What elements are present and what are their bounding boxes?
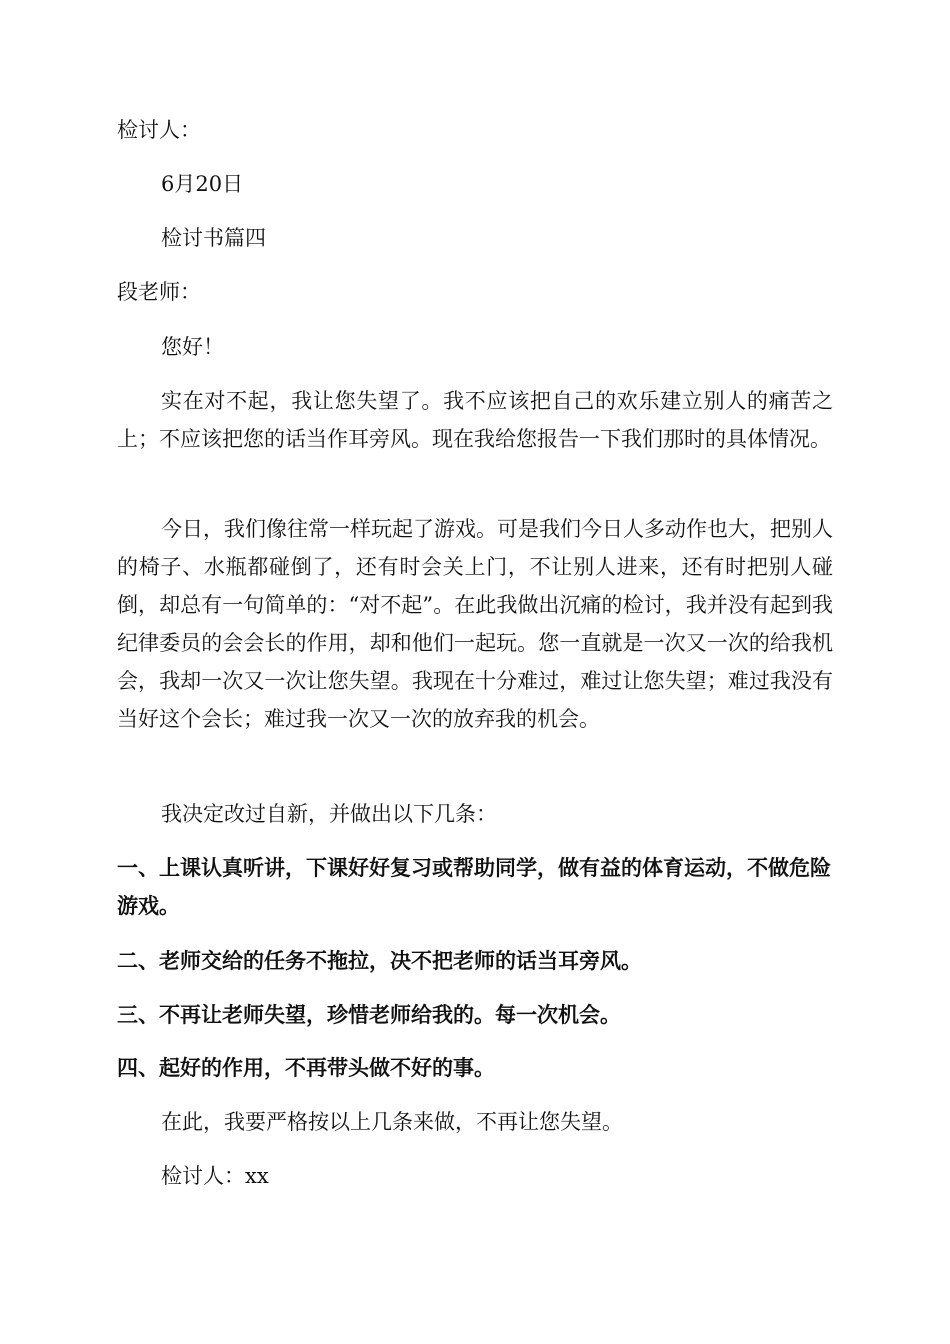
signer-bottom: 检讨人：xx bbox=[161, 1164, 269, 1188]
signer-label-top: 检讨人： bbox=[117, 118, 201, 142]
greeting: 您好！ bbox=[161, 335, 224, 359]
salutation: 段老师： bbox=[117, 280, 201, 304]
resolve-intro: 我决定改过自新，并做出以下几条： bbox=[161, 802, 497, 826]
closing-statement: 在此，我要严格按以上几条来做，不再让您失望。 bbox=[161, 1110, 623, 1134]
resolution-item: 一、上课认真听讲，下课好好复习或帮助同学，做有益的体育运动，不做危险游戏。 bbox=[117, 856, 831, 918]
resolution-item: 二、老师交给的任务不拖拉，决不把老师的话当耳旁风。 bbox=[117, 949, 642, 973]
resolution-item: 四、起好的作用，不再带头做不好的事。 bbox=[117, 1056, 495, 1080]
paragraph-incident: 今日，我们像往常一样玩起了游戏。可是我们今日人多动作也大，把别人的椅子、水瓶都碰倒了，还有时会关上门，不让别人进来，还有时把别人碰倒，却总有一句简单的：“对不起”。在此我做出沉痛的检讨，我并没有起到我纪律委员的会会长的作用，却和他们一起玩。您一直就是一次又一次的给我机会，我却一次又一次让您失望。我现在十分难过，难过让您失望；难过我没有当好这个会长；难过我一次又一次的放弃我的机会。 bbox=[117, 517, 833, 731]
date-line: 6月20日 bbox=[161, 172, 244, 196]
section-title: 检讨书篇四 bbox=[161, 226, 266, 250]
paragraph-apology: 实在对不起，我让您失望了。我不应该把自己的欢乐建立别人的痛苦之上；不应该把您的话当作耳旁风。现在我给您报告一下我们那时的具体情况。 bbox=[117, 389, 833, 451]
resolution-item: 三、不再让老师失望，珍惜老师给我的。每一次机会。 bbox=[117, 1003, 621, 1027]
